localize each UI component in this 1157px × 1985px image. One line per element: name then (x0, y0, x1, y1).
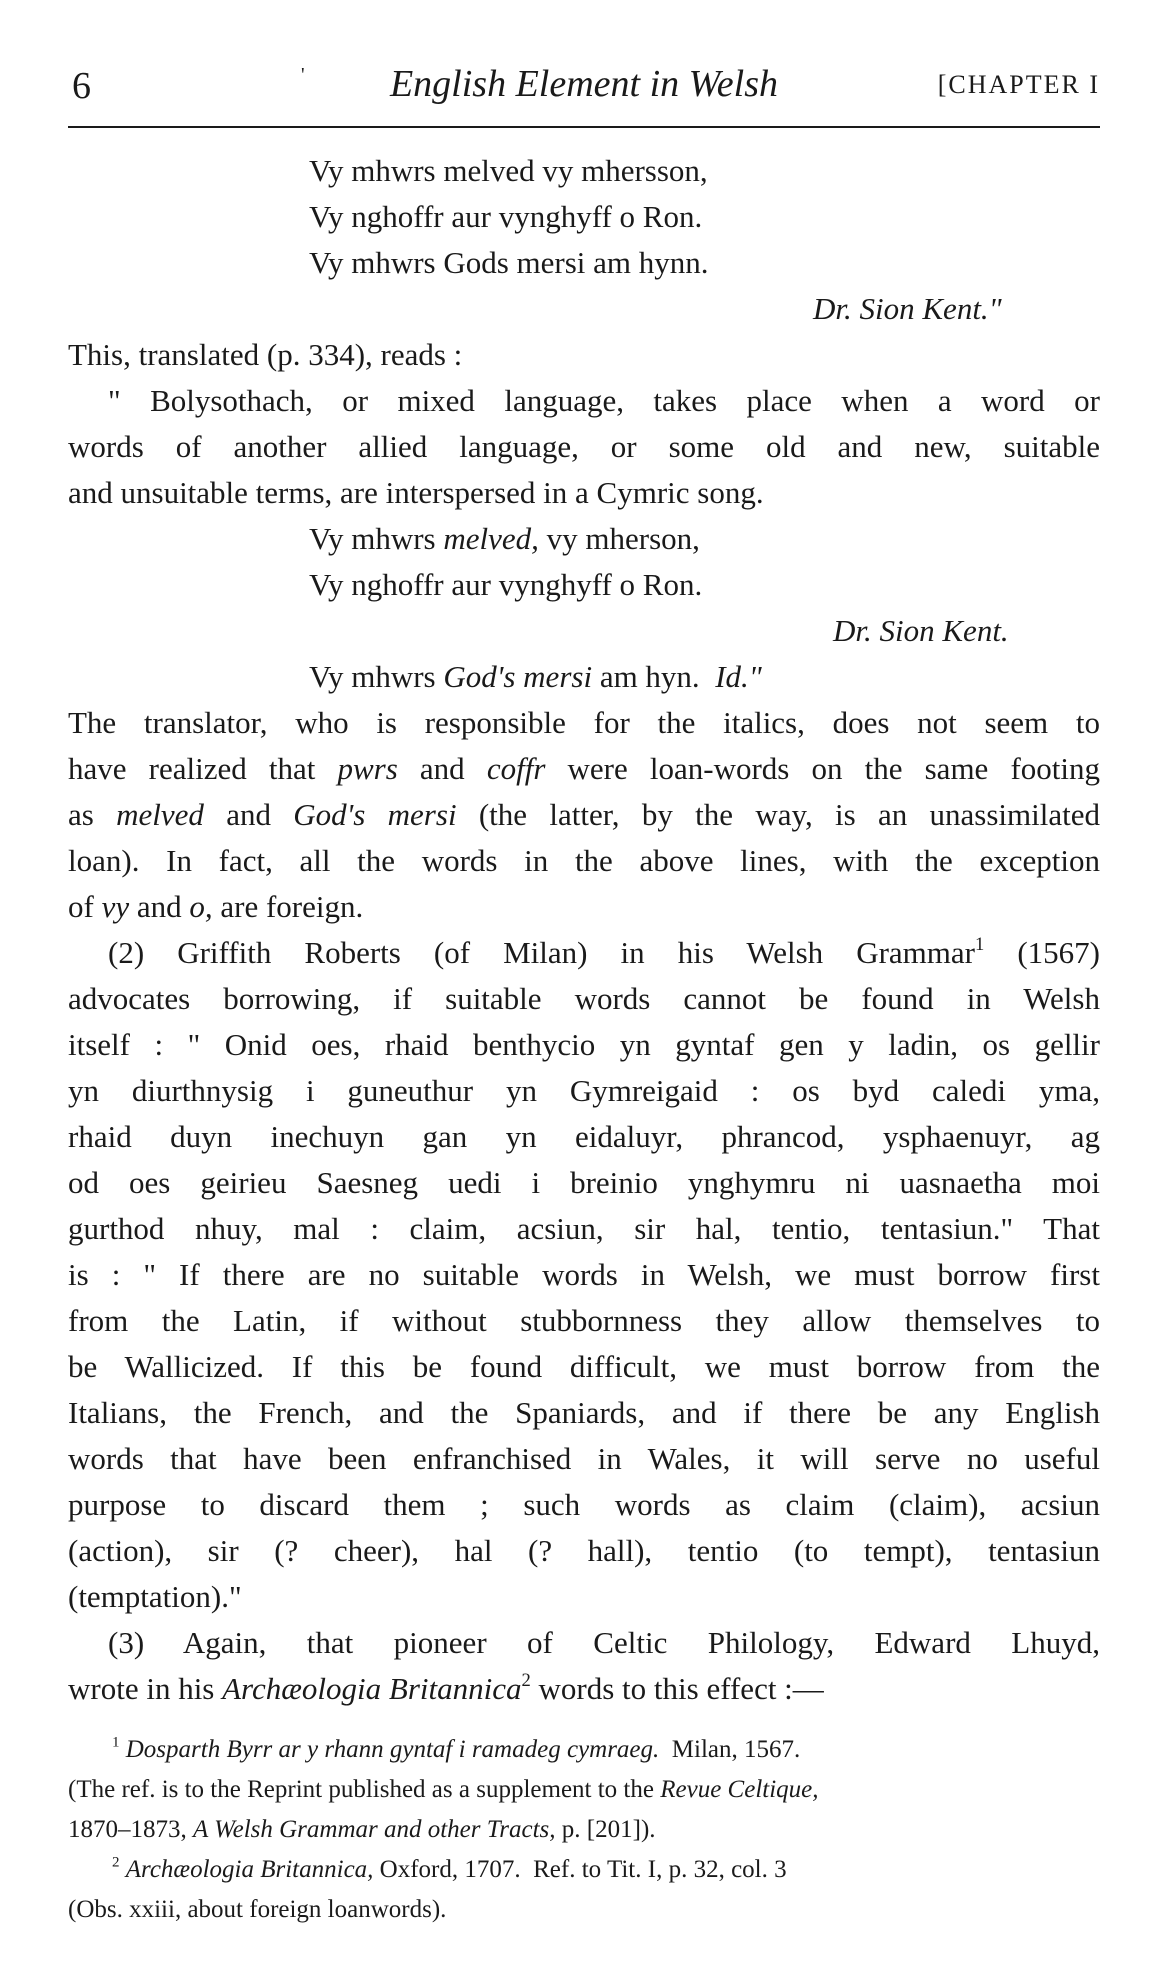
text-line: od oes geirieu Saesneg uedi i breinio ynghymru ni uasnaetha moi (68, 1165, 1100, 1200)
verse-line: Vy mhwrs Gods mersi am hynn. (309, 245, 709, 280)
text-line: words of another allied language, or some old and new, suitable (68, 429, 1100, 464)
text-line: of vy and o, are foreign. (68, 889, 364, 924)
footnote-line: 1870–1873, A Welsh Grammar and other Tracts, p. [201]). (68, 1816, 656, 1843)
text-line: yn diurthnysig i guneuthur yn Gymreigaid : os byd caledi yma, (68, 1073, 1100, 1108)
text-line: have realized that pwrs and coffr were loan-words on the same footing (68, 751, 1100, 786)
text-line: from the Latin, if without stubbornness they allow themselves to (68, 1303, 1100, 1338)
text-line: " Bolysothach, or mixed language, takes place when a word or (108, 383, 1100, 418)
text-line: (3) Again, that pioneer of Celtic Philology, Edward Lhuyd, (108, 1625, 1100, 1660)
text-line: (temptation)." (68, 1579, 242, 1614)
text-line: purpose to discard them ; such words as claim (claim), acsiun (68, 1487, 1100, 1522)
text-line: is : " If there are no suitable words in Welsh, we must borrow first (68, 1257, 1100, 1292)
verse-line: Vy mhwrs melved, vy mherson, (309, 521, 700, 556)
footnotes (68, 1730, 1100, 1930)
paragraph-griffith-roberts (68, 930, 1100, 1620)
footnote-line: (Obs. xxiii, about foreign loanwords). (68, 1896, 447, 1923)
text-line: (action), sir (? cheer), hal (? hall), tentio (to tempt), tentasiun (68, 1533, 1100, 1568)
verse-line: Vy nghoffr aur vynghyff o Ron. (309, 567, 703, 602)
verse-block-2 (68, 516, 1100, 700)
footnote-line: (The ref. is to the Reprint published as a supplement to the Revue Celtique, (68, 1776, 819, 1803)
text-line: advocates borrowing, if suitable words cannot be found in Welsh (68, 981, 1100, 1016)
translation-paragraph (68, 378, 1100, 516)
printer-mark: ' (301, 64, 305, 86)
header-rule (68, 126, 1100, 128)
intro-line: This, translated (p. 334), reads : (68, 337, 463, 372)
paragraph-lhuyd (68, 1620, 1100, 1712)
chapter-label: [CHAPTER I (937, 70, 1100, 99)
text-line: words that have been enfranchised in Wales, it will serve no useful (68, 1441, 1100, 1476)
verse-line: Vy mhwrs melved vy mhersson, (309, 153, 708, 188)
text-line: The translator, who is responsible for the italics, does not seem to (68, 705, 1100, 740)
verse-attribution: Dr. Sion Kent. (833, 613, 1009, 648)
paragraph-translator (68, 700, 1100, 930)
text-line: and unsuitable terms, are interspersed in a Cymric song. (68, 475, 764, 510)
text-line: Italians, the French, and the Spaniards, and if there be any English (68, 1395, 1100, 1430)
verse-line: Vy nghoffr aur vynghyff o Ron. (309, 199, 703, 234)
verse-block-1 (68, 148, 1100, 332)
page-body (68, 148, 1100, 1930)
text-line: wrote in his Archæologia Britannica$^2$ words to this effect :— (68, 1669, 824, 1706)
running-title: English Element in Welsh (389, 63, 779, 105)
text-line: be Wallicized. If this be found difficult, we must borrow from the (68, 1349, 1100, 1384)
verse-line: Vy mhwrs God's mersi am hyn. Id." (309, 659, 762, 694)
text-line: gurthod nhuy, mal : claim, acsiun, sir hal, tentio, tentasiun." That (68, 1211, 1100, 1246)
page-number: 6 (72, 65, 91, 107)
footnote-1: $^1$ Dosparth Byrr ar y rhann gyntaf i ramadeg cymraeg. Milan, 1567. (112, 1734, 801, 1763)
text-line: as melved and God's mersi (the latter, by the way, is an unassimilated (68, 797, 1101, 832)
footnote-2: $^2$ Archæologia Britannica, Oxford, 1707. Ref. to Tit. I, p. 32, col. 3 (112, 1854, 787, 1883)
text-line: itself : " Onid oes, rhaid benthycio yn gyntaf gen y ladin, os gellir (68, 1027, 1100, 1062)
running-header (68, 58, 1100, 110)
text-line: rhaid duyn inechuyn gan yn eidaluyr, phrancod, ysphaenuyr, ag (68, 1119, 1100, 1154)
text-line: loan). In fact, all the words in the above lines, with the exception (68, 843, 1100, 878)
text-line: (2) Griffith Roberts (of Milan) in his Welsh Grammar$^1$ (1567) (108, 933, 1100, 970)
verse-attribution: Dr. Sion Kent." (813, 291, 1002, 326)
